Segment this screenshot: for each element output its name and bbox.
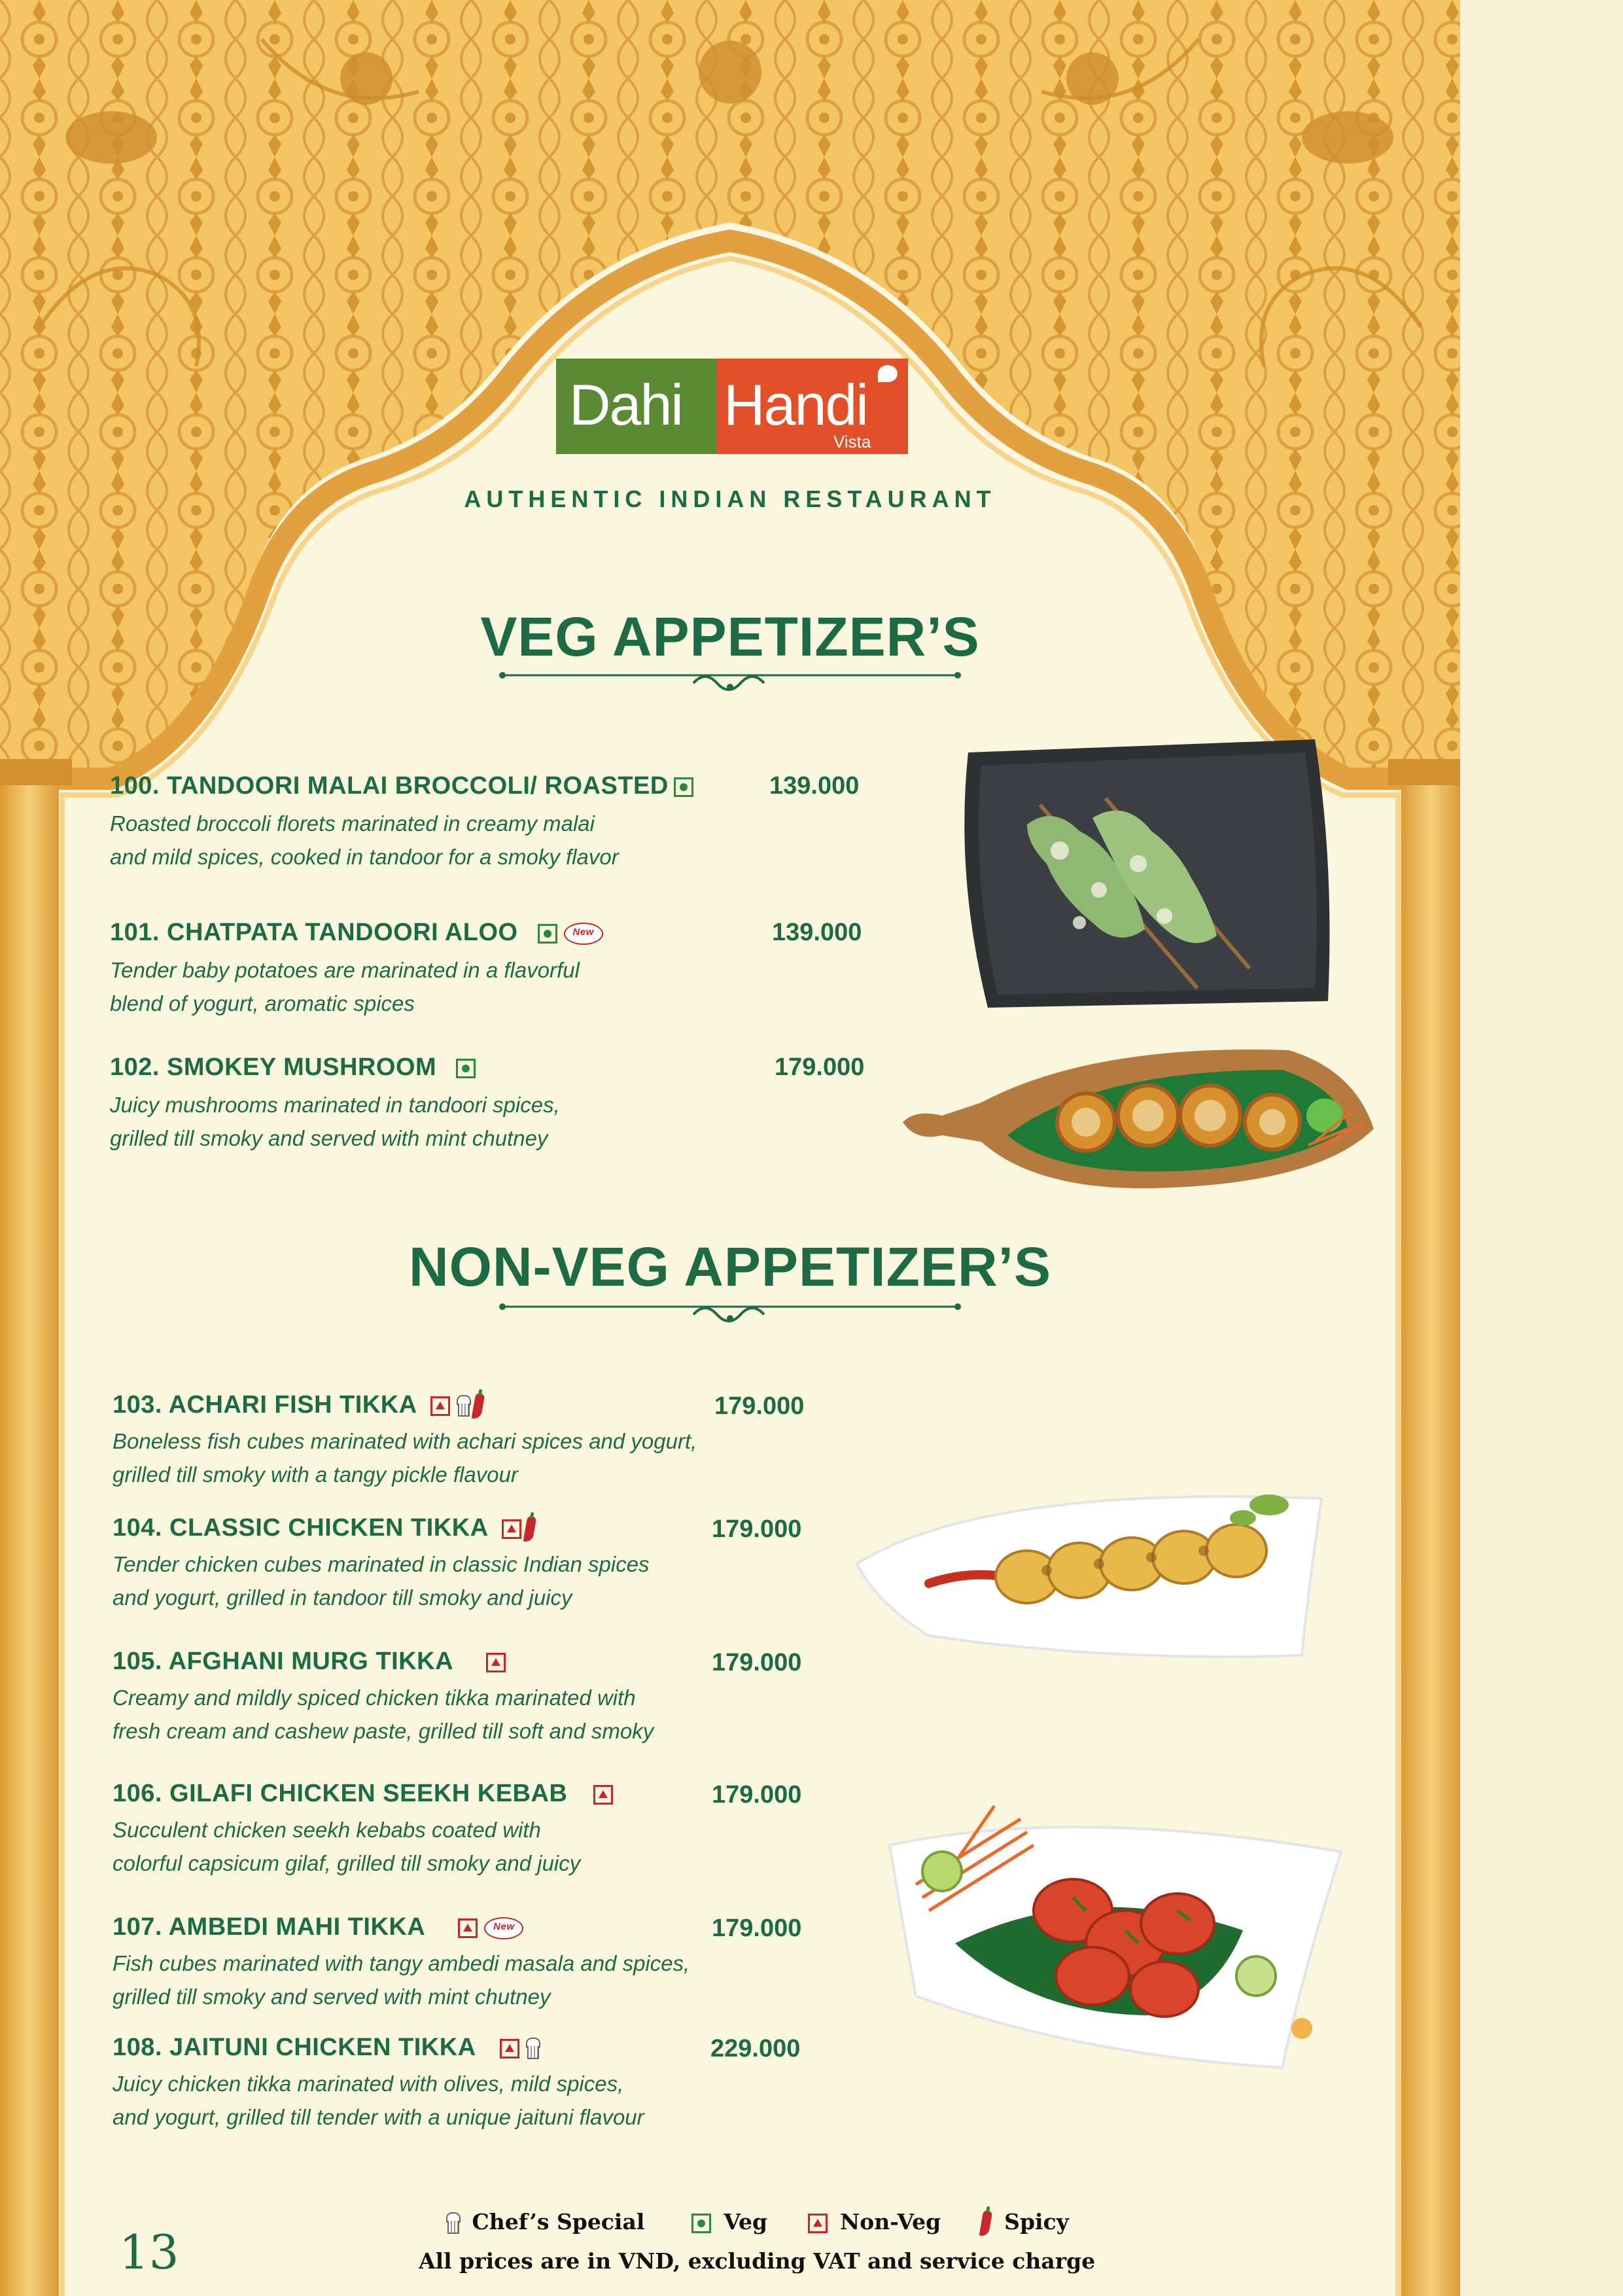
item-price: 179.000 [712,1515,802,1543]
logo-leaf-icon [878,365,898,382]
item-desc-line: Succulent chicken seekh kebabs coated with [113,1818,541,1842]
item-desc-line: Boneless fish cubes marinated with achari spices and yogurt, [113,1429,697,1453]
item-desc-line: Tender baby potatoes are marinated in a flavorful [110,958,580,982]
item-desc-line: and yogurt, grilled till tender with a unique jaituni flavour [113,2105,644,2129]
veg-icon [691,2214,711,2233]
item-desc-line: Juicy mushrooms marinated in tandoori spices, [110,1093,560,1117]
logo-name-right: Handi [724,372,867,437]
item-desc-line: blend of yogurt, aromatic spices [110,991,415,1016]
item-desc-line: and mild spices, cooked in tandoor for a smoky flavor [110,845,619,869]
legend-spicy-label: Spicy [1004,2209,1069,2234]
item-name-text: 105. AFGHANI MURG TIKKA [113,1648,454,1675]
item-desc-line: Creamy and mildly spiced chicken tikka marinated with [113,1686,636,1710]
item-name-text: 104. CLASSIC CHICKEN TIKKA [113,1514,489,1542]
nonveg-icon [502,1519,521,1539]
item-price: 179.000 [712,1781,802,1809]
legend-veg-label: Veg [724,2209,768,2234]
section-title-veg: VEG APPETIZER’S [480,606,980,667]
new-badge: New [564,923,603,945]
legend-chef-label: Chef’s Special [472,2209,645,2234]
nonveg-icon [486,1653,506,1672]
title-divider-veg [497,667,963,694]
chef-hat-icon [455,1395,470,1417]
item-price: 179.000 [712,1649,802,1676]
item-name-text: 103. ACHARI FISH TIKKA [113,1391,417,1419]
item-price: 139.000 [769,772,860,800]
veg-icon [456,1059,476,1078]
item-desc-line: Tender chicken cubes marinated in classic Indian spices [113,1552,650,1576]
item-price: 229.000 [710,2035,801,2062]
item-name-text: 102. SMOKEY MUSHROOM [110,1053,437,1081]
price-note: All prices are in VND, excluding VAT and service charge [419,2248,1096,2274]
item-name-text: 107. AMBEDI MAHI TIKKA [113,1913,426,1941]
item-desc-line: grilled till smoky and served with mint chutney [113,1985,551,2009]
dish-photo-ambedi-tikka [877,1780,1354,2074]
logo-name-sub: Vista [833,432,871,451]
item-desc-line: Fish cubes marinated with tangy ambedi masala and spices, [113,1951,690,1975]
nonveg-icon [593,1785,613,1805]
chili-icon [471,1392,485,1420]
nonveg-icon [458,1918,478,1938]
item-desc-line: Juicy chicken tikka marinated with olives, mild spices, [113,2072,624,2096]
nonveg-icon [808,2214,828,2233]
item-desc-line: grilled till smoky with a tangy pickle flavour [113,1462,518,1487]
item-price: 179.000 [714,1392,805,1420]
title-divider-nonveg [497,1299,963,1325]
dish-photo-chicken-tikka [850,1472,1335,1669]
new-badge: New [484,1917,523,1939]
item-name-text: 101. CHATPATA TANDOORI ALOO [110,919,518,946]
logo-name-left: Dahi [569,372,682,437]
page-number: 13 [119,2225,179,2280]
nonveg-icon [500,2039,519,2058]
item-desc-line: and yogurt, grilled in tandoor till smoky and juicy [113,1585,572,1610]
brand-tagline: AUTHENTIC INDIAN RESTAURANT [464,486,996,512]
legend [432,2209,1086,2236]
veg-icon [538,924,557,944]
item-price: 179.000 [775,1053,865,1081]
item-price: 179.000 [712,1915,802,1942]
nonveg-icon [430,1396,450,1416]
brand-logo [556,359,908,454]
dish-photo-broccoli [949,733,1341,1014]
item-desc-line: grilled till smoky and served with mint chutney [110,1126,548,1150]
chili-icon [979,2210,992,2237]
chef-hat-icon [525,2038,539,2060]
veg-icon [674,777,693,797]
section-title-nonveg: NON-VEG APPETIZER’S [408,1236,1051,1298]
dish-photo-mushroom [896,1031,1380,1201]
item-desc-line: fresh cream and cashew paste, grilled till soft and smoky [113,1719,654,1743]
chili-icon [523,1515,536,1543]
item-name-text: 100. TANDOORI MALAI BROCCOLI/ ROASTED [110,772,669,800]
item-desc-line: colorful capsicum gilaf, grilled till smoky and juicy [113,1851,581,1875]
item-name-text: 108. JAITUNI CHICKEN TIKKA [113,2034,476,2061]
item-price: 139.000 [772,919,862,946]
legend-nonveg-label: Non-Veg [840,2209,941,2234]
chef-hat-icon [445,2212,459,2234]
item-name-text: 106. GILAFI CHICKEN SEEKH KEBAB [113,1780,568,1807]
item-desc-line: Roasted broccoli florets marinated in creamy malai [110,811,595,836]
